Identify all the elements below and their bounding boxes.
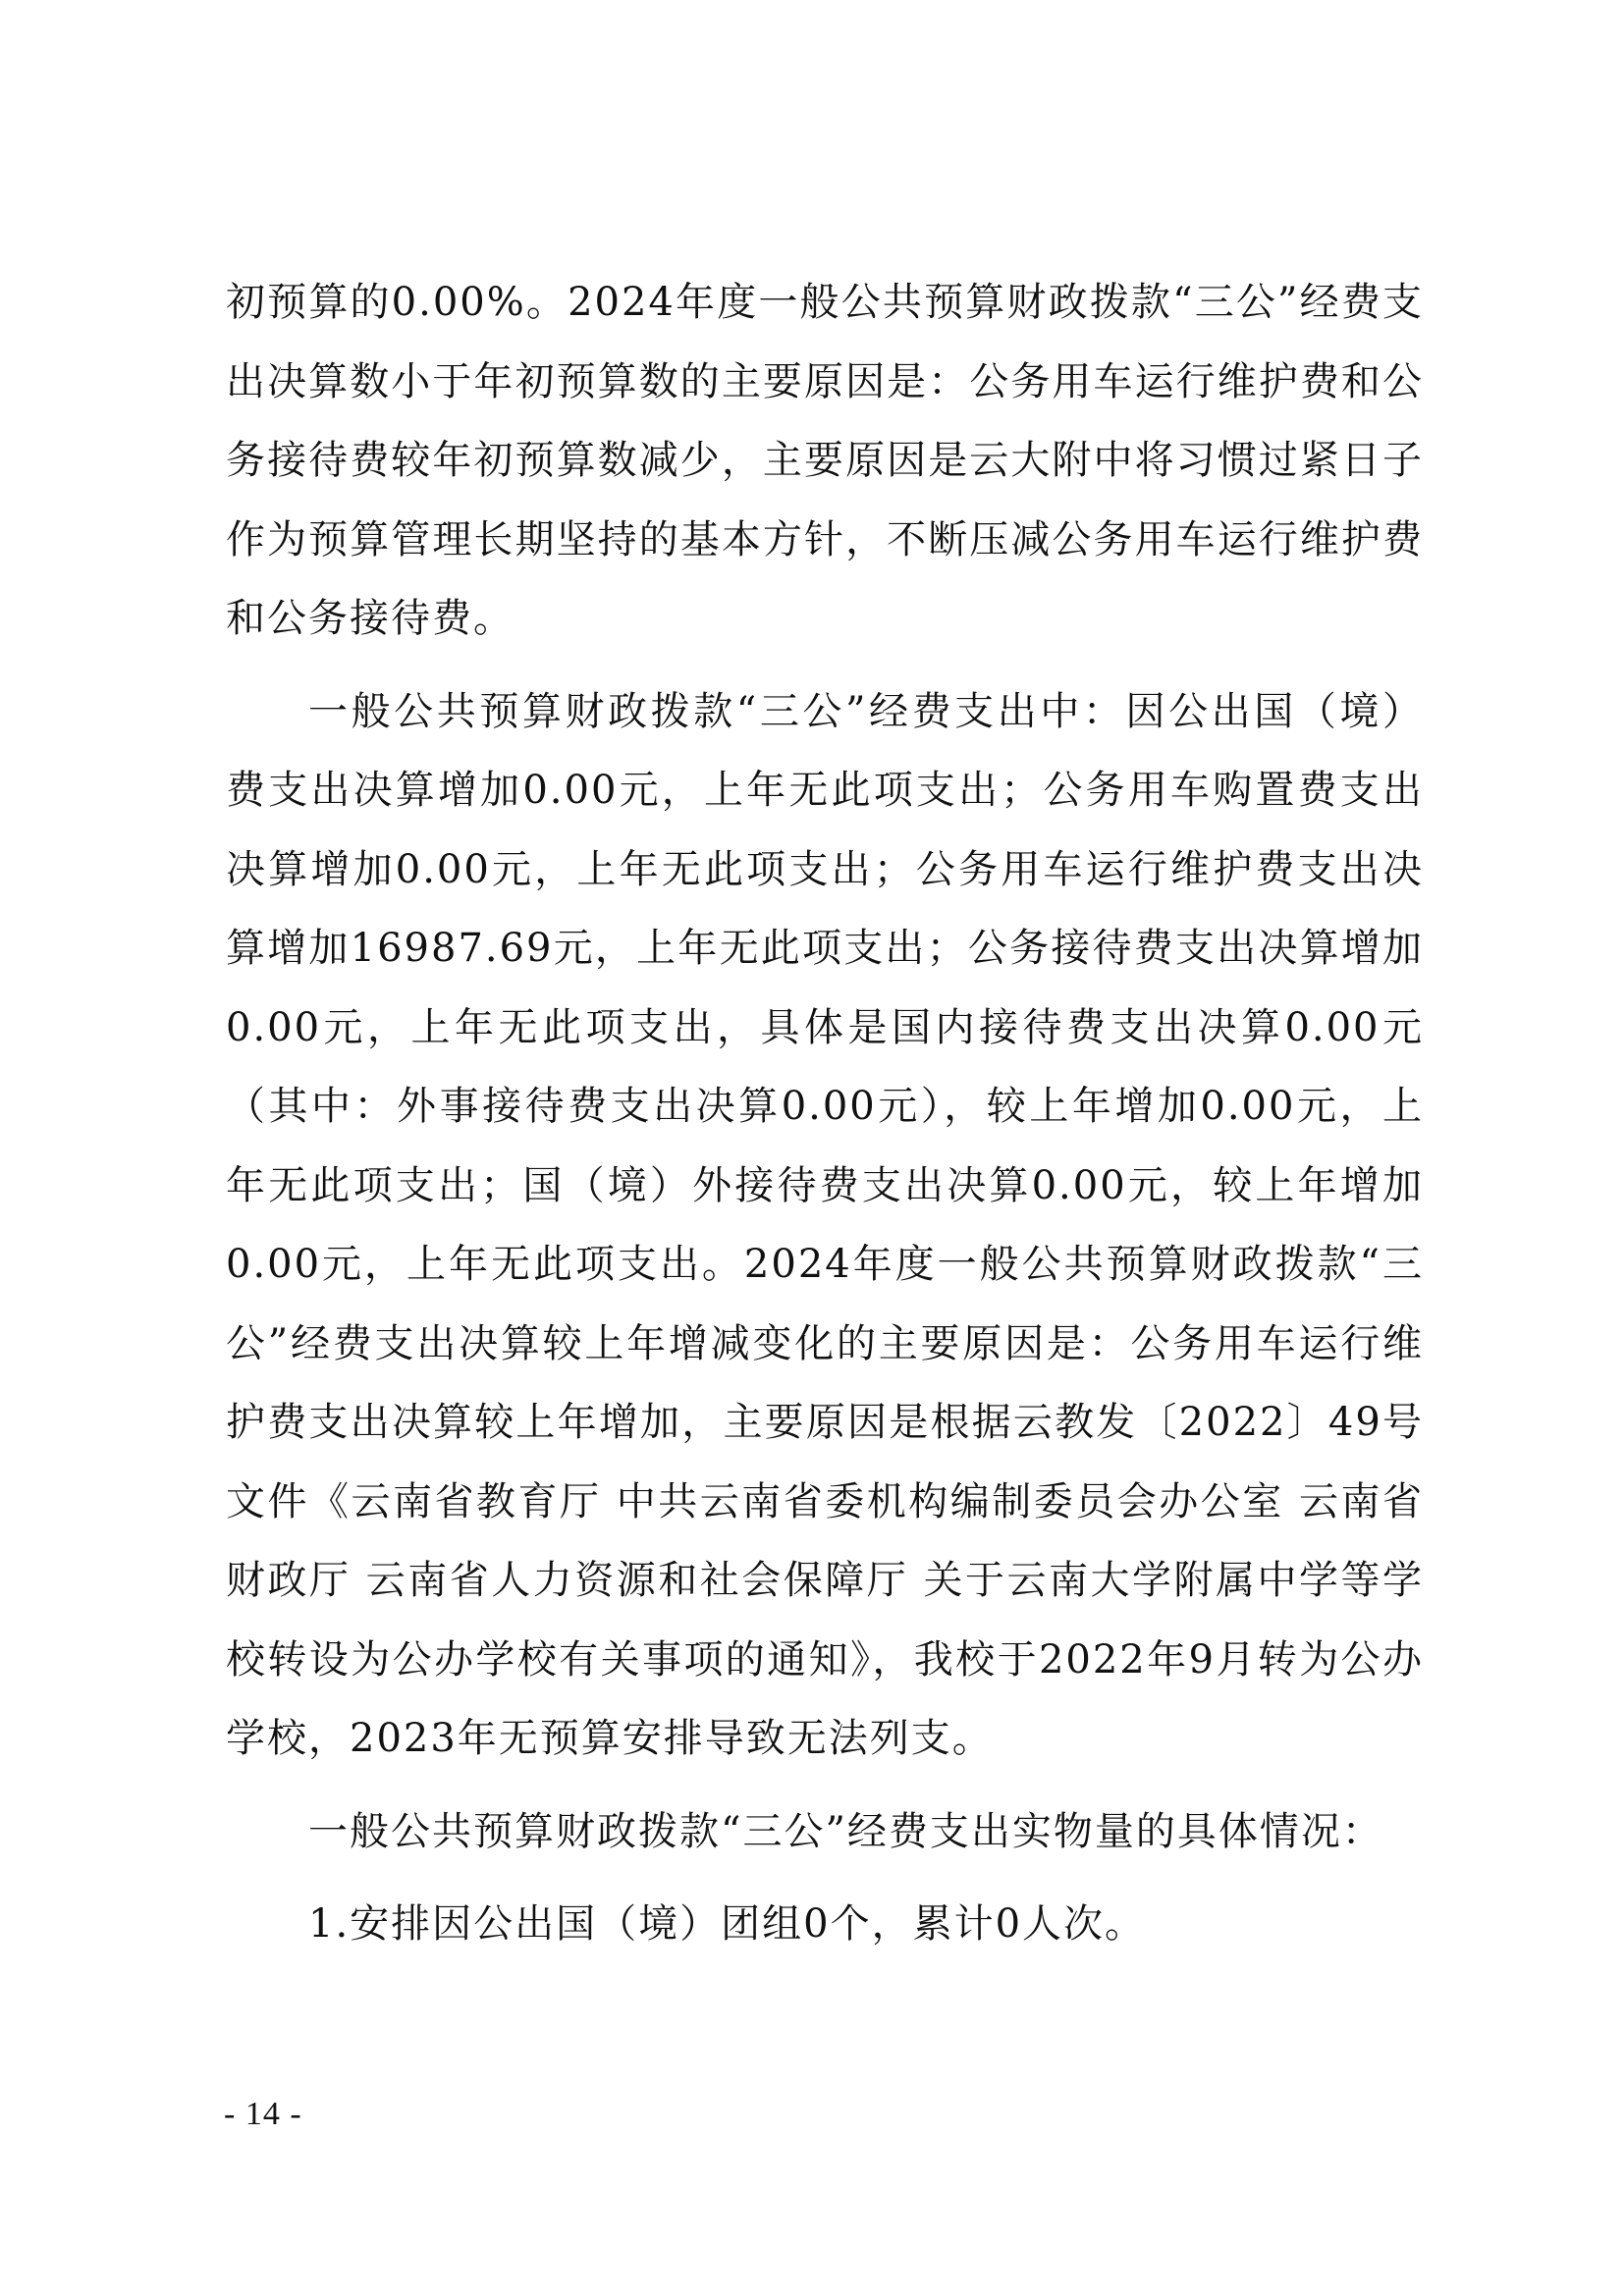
paragraph-gap [226, 1871, 1424, 1885]
paragraph-expenditure-details: 一般公共预算财政拨款“三公”经费支出中：因公出国（境）费支出决算增加0.00元，上年无此项支出；公务用车购置费支出决算增加0.00元，上年无此项支出；公务用车运行维护费支出决算增加16987.69元，上年无此项支出；公务接待费支出决算增加0.00元，上年无此项支出，具体是国内接待费支出决算0.00元（其中：外事接待费支出决算0.00元），较上年增加0.00元，上年无此项支出；国（境）外接待费支出决算0.00元，较上年增加0.00元，上年无此项支出。2024年度一般公共预算财政拨款“三公”经费支出决算较上年增减变化的主要原因是：公务用车运行维护费支出决算较上年增加，主要原因是根据云教发〔2022〕49号文件《云南省教育厅 中共云南省委机构编制委员会办公室 云南省财政厅 云南省人力资源和社会保障厅 关于云南大学附属中学等学校转设为公办学校有关事项的通知》，我校于2022年9月转为公办学校，2023年无预算安排导致无法列支。 [226, 688, 1424, 1761]
paragraph-physical-quantity-intro: 一般公共预算财政拨款“三公”经费支出实物量的具体情况： [308, 1808, 1383, 1854]
paragraph-item-1: 1.安排因公出国（境）团组0个，累计0人次。 [308, 1901, 1147, 1947]
page-number: - 14 - [224, 2096, 302, 2132]
paragraph-gap [226, 659, 1424, 672]
paragraph-gap [226, 1779, 1424, 1792]
paragraph-budget-reason: 初预算的0.00%。2024年度一般公共预算财政拨款“三公”经费支出决算数小于年初预算数的主要原因是：公务用车运行维护费和公务接待费较年初预算数减少，主要原因是云大附中将习惯过紧日子作为预算管理长期坚持的基本方针，不断压减公务用车运行维护费和公务接待费。 [226, 280, 1424, 641]
document-body [226, 263, 1424, 1964]
